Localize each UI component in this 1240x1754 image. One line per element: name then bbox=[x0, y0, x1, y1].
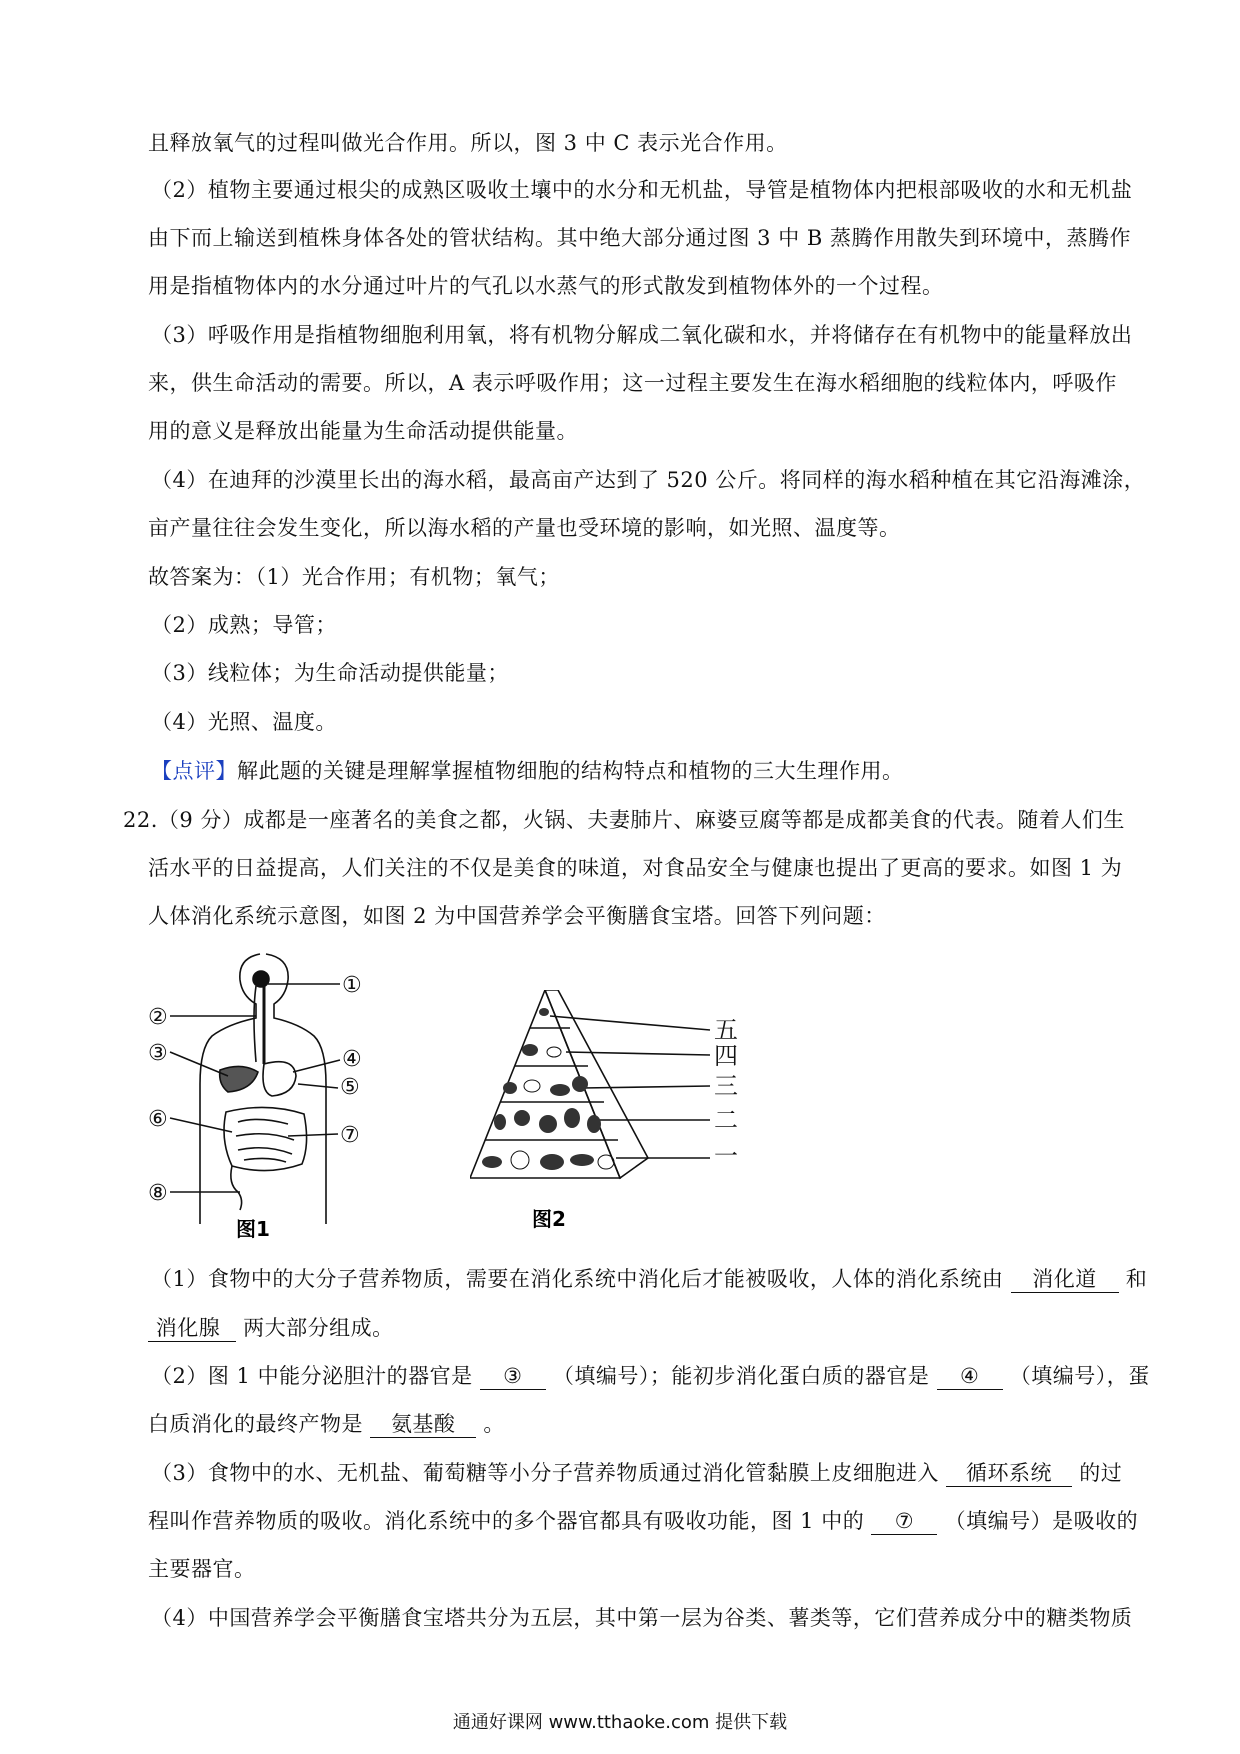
paragraph-line: （4）在迪拜的沙漠里长出的海水稻，最高亩产达到了 520 公斤。将同样的海水稻种植在其它沿海滩涂， bbox=[151, 468, 1146, 492]
subquestion-text: 的过 bbox=[1072, 1461, 1123, 1485]
paragraph-line: 来，供生命活动的需要。所以，A 表示呼吸作用；这一过程主要发生在海水稻细胞的线粒体内，呼吸作 bbox=[148, 371, 1117, 395]
subquestion-3-cont: 主要器官。 bbox=[148, 1557, 256, 1581]
fig2-label: 五 bbox=[714, 1016, 738, 1044]
page-footer: 通通好课网 www.tthaoke.com 提供下载 bbox=[452, 1712, 788, 1733]
answer-line: 故答案为：（1）光合作用；有机物；氧气； bbox=[148, 565, 560, 589]
fig1-label: ⑥ bbox=[148, 1107, 168, 1132]
fig2-label: 四 bbox=[714, 1042, 738, 1070]
subquestion-text: （2）图 1 中能分泌胆汁的器官是 bbox=[151, 1364, 480, 1388]
subquestion-text: （1）食物中的大分子营养物质，需要在消化系统中消化后才能被吸收，人体的消化系统由 bbox=[151, 1267, 1011, 1291]
fig2-caption: 图2 bbox=[532, 1207, 566, 1231]
fig1-label: ⑧ bbox=[148, 1181, 168, 1206]
paragraph-line: 由下而上输送到植株身体各处的管状结构。其中绝大部分通过图 3 中 B 蒸腾作用散失到环境中，蒸腾作 bbox=[148, 226, 1131, 250]
food-pyramid-figure bbox=[470, 990, 770, 1240]
subquestion-text: 两大部分组成。 bbox=[236, 1316, 394, 1340]
subquestion-text: （3）食物中的水、无机盐、葡萄糖等小分子营养物质通过消化管黏膜上皮细胞进入 bbox=[151, 1461, 947, 1485]
subquestion-text: 和 bbox=[1118, 1267, 1148, 1291]
subquestion-text: 白质消化的最终产物是 bbox=[148, 1412, 371, 1436]
paragraph-line: 用的意义是释放出能量为生命活动提供能量。 bbox=[148, 419, 578, 443]
comment-line bbox=[151, 756, 904, 786]
comment-text: 解此题的关键是理解掌握植物细胞的结构特点和植物的三大生理作用。 bbox=[237, 759, 904, 783]
answer-line: （2）成熟；导管； bbox=[151, 613, 337, 637]
fig1-label: ① bbox=[342, 973, 362, 998]
paragraph-line: （2）植物主要通过根尖的成熟区吸收土壤中的水分和无机盐，导管是植物体内把根部吸收的水和无机盐 bbox=[151, 178, 1133, 202]
question-stem: 22.（9 分）成都是一座著名的美食之都，火锅、夫妻肺片、麻婆豆腐等都是成都美食的代表。随着人们生 bbox=[123, 808, 1125, 832]
answer-line: （3）线粒体；为生命活动提供能量； bbox=[151, 661, 509, 685]
paragraph-line: （3）呼吸作用是指植物细胞利用氧，将有机物分解成二氧化碳和水，并将储存在有机物中的能量释放出 bbox=[151, 323, 1133, 347]
fig1-label: ② bbox=[148, 1005, 168, 1030]
answer-blank: ④ bbox=[937, 1363, 1003, 1390]
subquestion-3 bbox=[151, 1458, 1122, 1488]
fig1-label: ③ bbox=[148, 1041, 168, 1066]
answer-blank: 消化道 bbox=[1011, 1266, 1119, 1293]
digestive-system-figure bbox=[148, 944, 378, 1244]
subquestion-2-cont bbox=[148, 1409, 505, 1439]
fig1-label: ⑤ bbox=[340, 1075, 360, 1100]
subquestion-text: （填编号）是吸收的 bbox=[937, 1509, 1139, 1533]
answer-blank: 循环系统 bbox=[946, 1460, 1072, 1487]
subquestion-4: （4）中国营养学会平衡膳食宝塔共分为五层，其中第一层为谷类、薯类等，它们营养成分中的糖类物质 bbox=[151, 1606, 1133, 1630]
comment-tag: 【点评】 bbox=[151, 759, 237, 783]
fig2-label: 一 bbox=[714, 1142, 738, 1170]
subquestion-2 bbox=[151, 1361, 1150, 1391]
fig2-label: 二 bbox=[714, 1106, 738, 1134]
subquestion-text: 。 bbox=[476, 1412, 505, 1436]
fig1-label: ④ bbox=[342, 1047, 362, 1072]
question-stem: 人体消化系统示意图，如图 2 为中国营养学会平衡膳食宝塔。回答下列问题： bbox=[148, 904, 886, 928]
subquestion-text: （填编号），蛋 bbox=[1002, 1364, 1150, 1388]
fig2-label: 三 bbox=[714, 1072, 738, 1100]
paragraph-line: 且释放氧气的过程叫做光合作用。所以，图 3 中 C 表示光合作用。 bbox=[148, 131, 788, 155]
question-stem: 活水平的日益提高，人们关注的不仅是美食的味道，对食品安全与健康也提出了更高的要求。如图 1 为 bbox=[148, 856, 1123, 880]
paragraph-line: 亩产量往往会发生变化，所以海水稻的产量也受环境的影响，如光照、温度等。 bbox=[148, 516, 901, 540]
answer-blank: 消化腺 bbox=[148, 1315, 236, 1342]
subquestion-1-cont bbox=[148, 1313, 394, 1343]
answer-blank: 氨基酸 bbox=[370, 1411, 476, 1438]
answer-blank: ⑦ bbox=[871, 1508, 937, 1535]
subquestion-text: 程叫作营养物质的吸收。消化系统中的多个器官都具有吸收功能，图 1 中的 bbox=[148, 1509, 872, 1533]
fig1-label: ⑦ bbox=[340, 1123, 360, 1148]
paragraph-line: 用是指植物体内的水分通过叶片的气孔以水蒸气的形式散发到植物体外的一个过程。 bbox=[148, 274, 944, 298]
subquestion-text: （填编号）；能初步消化蛋白质的器官是 bbox=[545, 1364, 937, 1388]
answer-line: （4）光照、温度。 bbox=[151, 710, 337, 734]
subquestion-1 bbox=[151, 1264, 1147, 1294]
answer-blank: ③ bbox=[480, 1363, 546, 1390]
fig1-caption: 图1 bbox=[236, 1217, 270, 1241]
subquestion-3-cont bbox=[148, 1506, 1138, 1536]
